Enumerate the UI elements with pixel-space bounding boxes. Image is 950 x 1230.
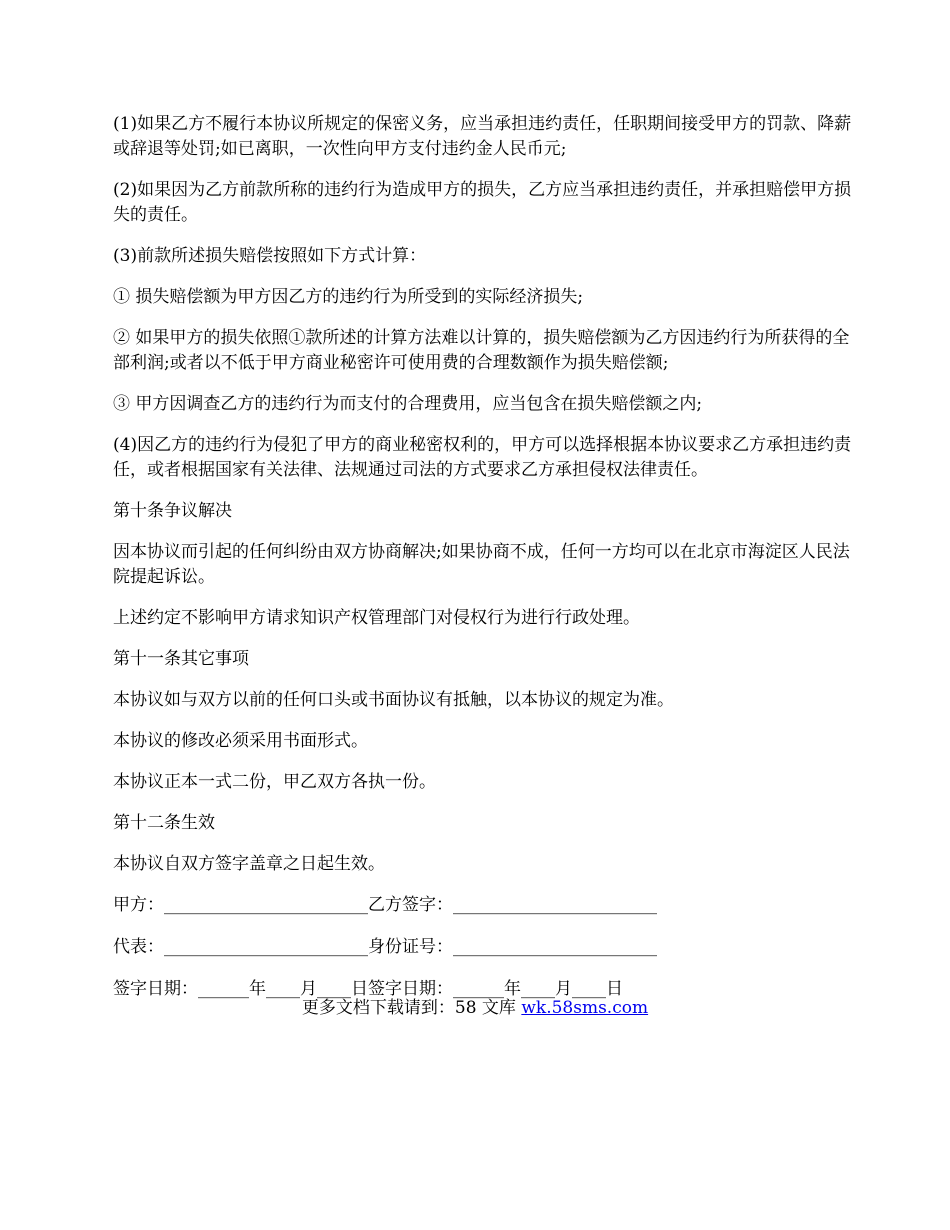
clause-3-paragraph: (3)前款所述损失赔偿按照如下方式计算： (113, 246, 427, 266)
dispute-resolution-paragraph: 因本协议而引起的任何纠纷由双方协商解决;如果协商不成，任何一方均可以在北京市海淀区人民法院提起诉讼。 (113, 542, 850, 587)
footer-text: 更多文档下载请到：58 文库 (301, 998, 522, 1018)
effective-paragraph: 本协议自双方签字盖章之日起生效。 (113, 854, 385, 874)
signature-date-line: 签字日期：______年____月____日签字日期：______年____月____日 (113, 979, 623, 999)
signature-representative-line: 代表：________________________身份证号：________________________ (113, 937, 657, 957)
footer-link[interactable]: wk.58sms.com (521, 998, 649, 1018)
signature-party-line: 甲方：________________________乙方签字：________________________ (113, 895, 657, 915)
calc-item-1: ① 损失赔偿额为甲方因乙方的违约行为所受到的实际经济损失; (113, 287, 584, 307)
conflict-paragraph: 本协议如与双方以前的任何口头或书面协议有抵触，以本协议的规定为准。 (113, 690, 674, 710)
calc-item-3: ③ 甲方因调查乙方的违约行为而支付的合理费用，应当包含在损失赔偿额之内; (113, 394, 703, 414)
footer (0, 996, 950, 1021)
administrative-handling-paragraph: 上述约定不影响甲方请求知识产权管理部门对侵权行为进行行政处理。 (113, 608, 640, 628)
article-12-heading: 第十二条生效 (113, 813, 215, 833)
article-10-heading: 第十条争议解决 (113, 501, 232, 521)
amendment-paragraph: 本协议的修改必须采用书面形式。 (113, 731, 368, 751)
document-body (113, 112, 853, 1019)
copies-paragraph: 本协议正本一式二份，甲乙双方各执一份。 (113, 772, 436, 792)
calc-item-2: ② 如果甲方的损失依照①款所述的计算方法难以计算的，损失赔偿额为乙方因违约行为所获得的全部利润;或者以不低于甲方商业秘密许可使用费的合理数额作为损失赔偿额; (113, 328, 850, 373)
clause-1-paragraph: (1)如果乙方不履行本协议所规定的保密义务，应当承担违约责任，任职期间接受甲方的罚款、降薪或辞退等处罚;如已离职，一次性向甲方支付违约金人民币元; (113, 114, 852, 159)
clause-4-paragraph: (4)因乙方的违约行为侵犯了甲方的商业秘密权利的，甲方可以选择根据本协议要求乙方承担违约责任，或者根据国家有关法律、法规通过司法的方式要求乙方承担侵权法律责任。 (113, 435, 852, 480)
clause-2-paragraph: (2)如果因为乙方前款所称的违约行为造成甲方的损失，乙方应当承担违约责任，并承担赔偿甲方损失的责任。 (113, 180, 852, 225)
article-11-heading: 第十一条其它事项 (113, 649, 249, 669)
